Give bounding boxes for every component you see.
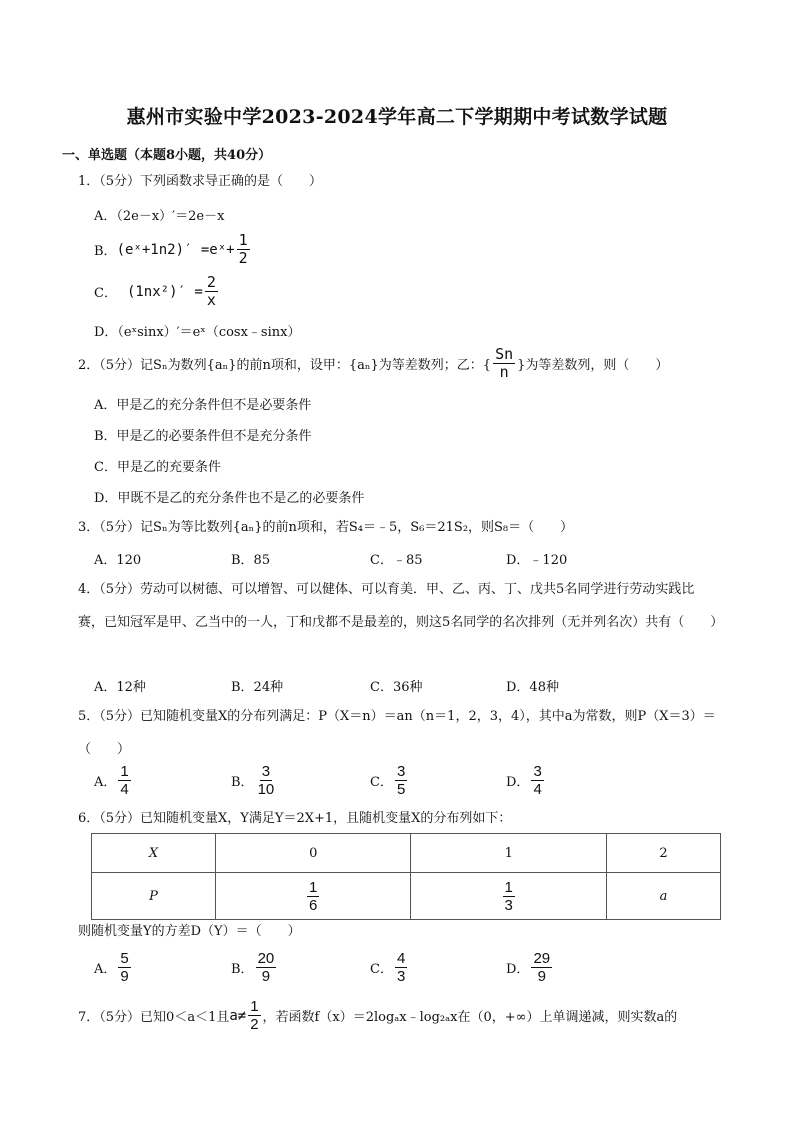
table-cell — [411, 873, 607, 920]
fraction — [118, 763, 130, 798]
cell-text: a — [659, 888, 668, 904]
q5-option-b — [231, 763, 278, 798]
q1-option-d: D．（eˣsinx）′＝eˣ（cosx﹣sinx） — [94, 325, 301, 340]
numerator: 3 — [396, 763, 406, 780]
fraction — [256, 950, 277, 985]
option-label: B． — [94, 244, 117, 259]
denominator: 2 — [250, 1016, 259, 1033]
denominator: 9 — [120, 968, 129, 985]
denominator: 9 — [537, 968, 546, 985]
q3-option-c: C．﹣85 — [370, 553, 423, 568]
numerator: 5 — [120, 950, 129, 967]
q4-option-c: C．36种 — [370, 680, 423, 695]
denominator: 2 — [238, 249, 248, 267]
question-4-stem: 4．（5分）劳动可以树德、可以增智、可以健体、可以育美．甲、乙、丙、丁、戊共5名同学进行劳动实践比赛，已知冠军是甲、乙当中的一人，丁和戊都不是最差的，则这5名同学的名次排列（无并列名次）共有（ ） — [78, 582, 724, 630]
option-label: B． — [231, 775, 254, 790]
numerator: Sn — [495, 345, 514, 363]
q1-option-b — [94, 232, 252, 267]
q6-option-d — [506, 950, 554, 985]
fraction — [237, 232, 250, 267]
numerator: 1 — [120, 763, 129, 780]
numerator: 29 — [533, 950, 551, 967]
numerator: 3 — [533, 763, 542, 780]
option-label: D． — [506, 962, 530, 977]
formula: (1nx²)′ = — [126, 283, 203, 300]
denominator: 3 — [396, 968, 406, 985]
q3-option-d: D．﹣120 — [506, 553, 568, 568]
fraction — [205, 274, 218, 309]
q5-option-c — [370, 763, 409, 798]
question-7-stem — [78, 998, 677, 1033]
cell-text: P — [149, 888, 158, 904]
table-cell: 2 — [606, 834, 720, 873]
q6-option-b — [231, 950, 278, 985]
stem-text: 7．（5分）已知0＜a＜1且 — [78, 1010, 230, 1025]
table-cell: 0 — [215, 834, 411, 873]
q5-option-a — [94, 763, 133, 798]
q4-option-a: A．12种 — [94, 680, 146, 695]
cell-text: X — [148, 845, 159, 861]
denominator: 3 — [504, 896, 513, 914]
table-cell — [606, 873, 720, 920]
q5-option-d — [506, 763, 546, 798]
question-6-stem: 6．（5分）已知随机变量X，Y满足Y＝2X+1，且随机变量X的分布列如下： — [78, 811, 512, 826]
numerator: 1 — [309, 878, 318, 896]
formula: (eˣ+1n2)′ =eˣ+ — [116, 241, 235, 258]
formula: a≠ — [229, 1007, 247, 1024]
fraction — [256, 763, 277, 798]
denominator: 6 — [309, 896, 318, 914]
table-cell — [215, 873, 411, 920]
page-title: 惠州市实验中学2023-2024学年高二下学期期中考试数学试题 — [126, 106, 668, 128]
stem-text: }为等差数列，则（ ） — [517, 358, 669, 373]
q6-option-c — [370, 950, 409, 985]
question-6-followup: 则随机变量Y的方差D（Y）＝（ ） — [78, 924, 301, 939]
option-label: D． — [506, 775, 530, 790]
numerator: 3 — [261, 763, 271, 780]
numerator: 4 — [396, 950, 406, 967]
denominator: n — [499, 363, 509, 381]
question-2-stem — [78, 346, 668, 381]
denominator: 5 — [396, 781, 406, 798]
q3-option-a: A．120 — [94, 553, 142, 568]
q2-option-b: B．甲是乙的必要条件但不是充分条件 — [94, 429, 312, 444]
denominator: 4 — [120, 781, 129, 798]
numerator: 2 — [206, 273, 216, 291]
section-heading: 一、单选题（本题8小题，共40分） — [62, 148, 272, 163]
option-label: C． — [370, 962, 393, 977]
fraction — [307, 879, 319, 914]
denominator: x — [206, 291, 216, 309]
numerator: 1 — [238, 231, 248, 249]
stem-text: ，若函数f（x）＝2logₐx﹣log₂ₐx在（0，+∞）上单调递减，则实数a的 — [262, 1010, 678, 1025]
fraction — [531, 950, 552, 985]
q4-option-b: B．24种 — [231, 680, 284, 695]
fraction — [531, 763, 543, 798]
distribution-table — [91, 833, 721, 920]
option-label: B． — [231, 962, 254, 977]
fraction — [503, 879, 515, 914]
denominator: 9 — [261, 968, 271, 985]
table-cell: 1 — [411, 834, 607, 873]
q3-option-b: B．85 — [231, 553, 271, 568]
denominator: 4 — [533, 781, 542, 798]
q6-option-a — [94, 950, 133, 985]
q1-option-a: A．（2e－x）′＝2e－x — [94, 209, 225, 224]
numerator: 1 — [504, 878, 513, 896]
q2-option-a: A．甲是乙的充分条件但不是必要条件 — [94, 398, 312, 413]
fraction — [493, 346, 515, 381]
fraction — [395, 763, 407, 798]
question-3-stem: 3．（5分）记Sₙ为等比数列{aₙ}的前n项和，若S₄＝﹣5，S₆＝21S₂，则S₈＝（ ） — [78, 520, 574, 535]
fraction — [248, 998, 260, 1033]
table-cell — [92, 873, 216, 920]
option-label: C． — [94, 286, 117, 301]
q4-option-d: D．48种 — [506, 680, 559, 695]
numerator: 1 — [250, 998, 259, 1015]
option-label: A． — [94, 775, 117, 790]
fraction — [118, 950, 130, 985]
option-label: A． — [94, 962, 117, 977]
q2-option-d: D．甲既不是乙的充分条件也不是乙的必要条件 — [94, 491, 365, 506]
question-5-stem: 5．（5分）已知随机变量X的分布列满足：P（X＝n）＝an（n＝1，2，3，4），其中a为常数，则P（X＝3）＝（ ） — [78, 709, 716, 757]
table-row — [92, 873, 721, 920]
table-cell — [92, 834, 216, 873]
q2-option-c: C．甲是乙的充要条件 — [94, 460, 221, 475]
q1-option-c — [94, 274, 220, 309]
table-row — [92, 834, 721, 873]
denominator: 10 — [257, 781, 275, 798]
question-1-stem: 1．（5分）下列函数求导正确的是（ ） — [78, 174, 323, 189]
option-label: C． — [370, 775, 393, 790]
stem-text: 2．（5分）记Sₙ为数列{aₙ}的前n项和，设甲：{aₙ}为等差数列；乙：{ — [78, 358, 492, 373]
numerator: 20 — [257, 950, 275, 967]
fraction — [395, 950, 407, 985]
